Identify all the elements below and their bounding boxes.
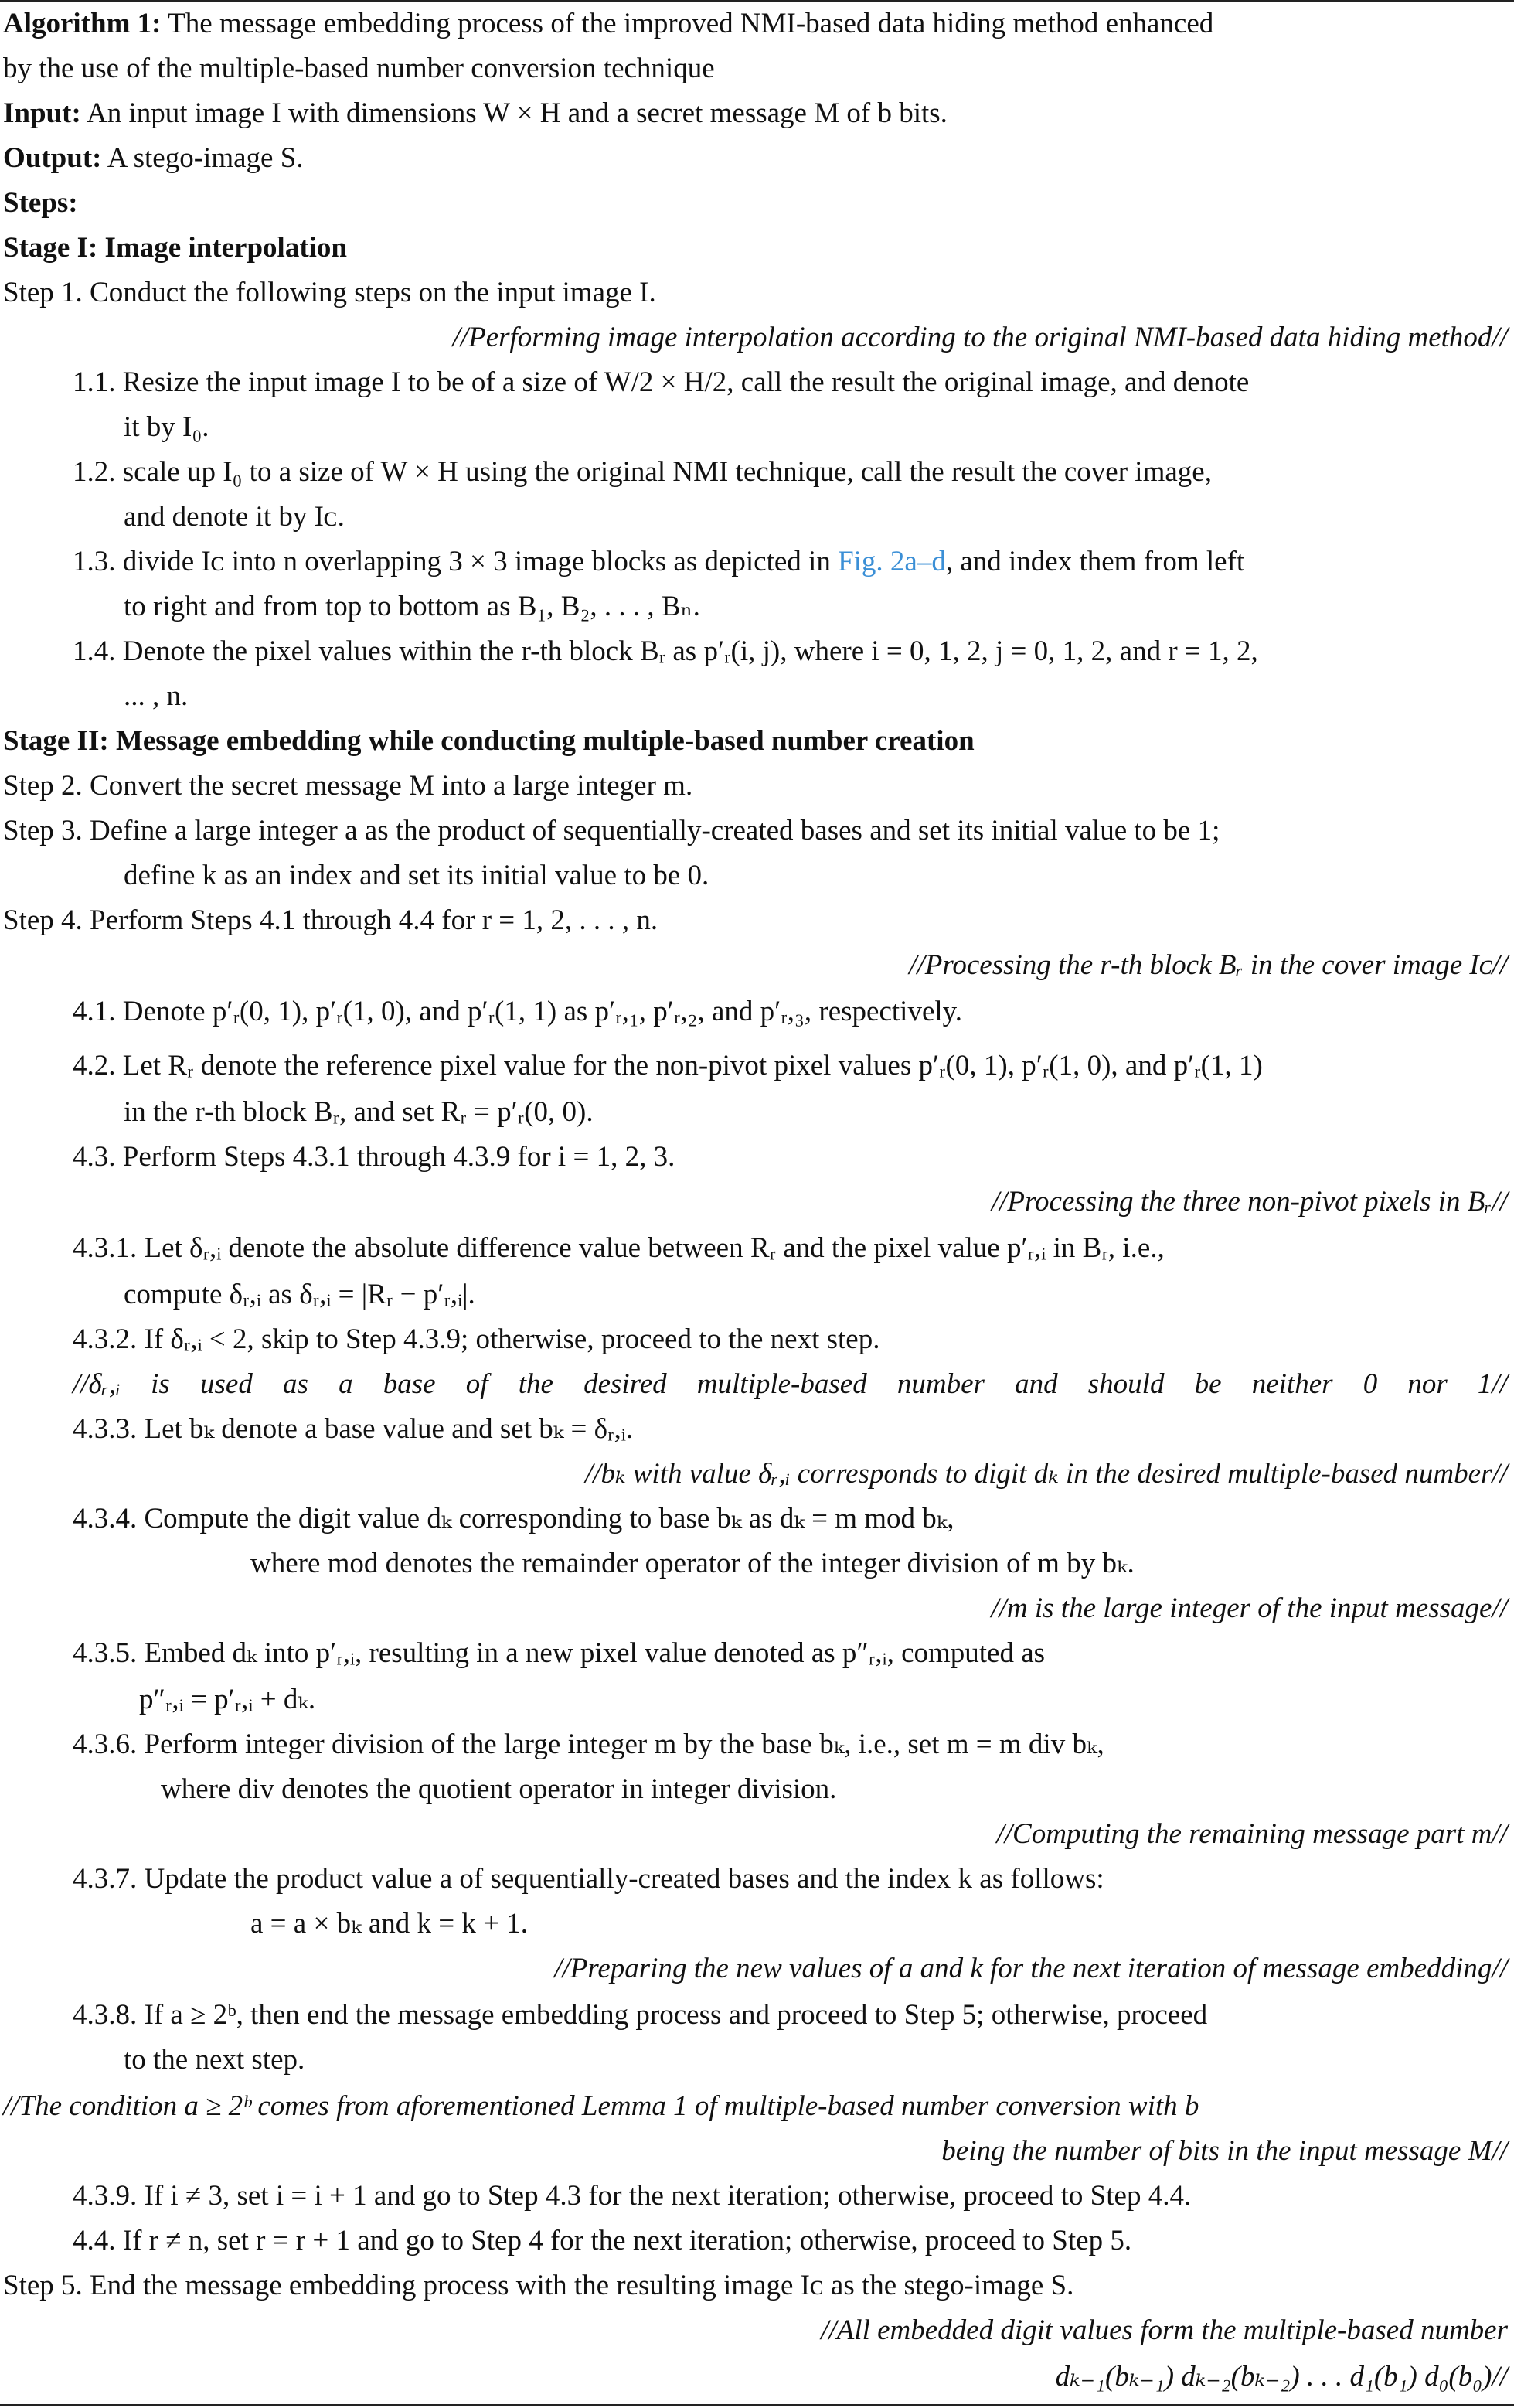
step1-1-line2: it by I₀. [124,411,209,443]
step4-3-1-line2: compute δᵣ,ᵢ as δᵣ,ᵢ = |Rᵣ − p′ᵣ,ᵢ|. [124,1279,475,1310]
step4-3-3: 4.3.3. Let bₖ denote a base value and set bₖ = δᵣ,ᵢ. [73,1413,634,1445]
step4: Step 4. Perform Steps 4.1 through 4.4 for r = 1, 2, . . . , n. [3,904,658,936]
step4-3-4-line2: where mod denotes the remainder operator of the integer division of m by bₖ. [250,1548,1135,1579]
input-text: An input image I with dimensions W × H and a secret message M of b bits. [87,97,948,129]
steps-label: Steps: [3,187,78,219]
step4-4: 4.4. If r ≠ n, set r = r + 1 and go to Step 4 for the next iteration; otherwise, proceed to Step 5. [73,2225,1132,2256]
step4-3-5-line1: 4.3.5. Embed dₖ into p′ᵣ,ᵢ, resulting in a new pixel value denoted as p″ᵣ,ᵢ, computed as [73,1637,1046,1669]
comment-step4-3-7: //Preparing the new values of a and k for the next iteration of message embedding// [554,1953,1508,1984]
step4-3-7-line2: a = a × bₖ and k = k + 1. [250,1908,528,1940]
step1-3-line2: to right and from top to bottom as B₁, B₂, . . . , Bₙ. [124,591,700,622]
step4-3-8-line2: to the next step. [124,2044,305,2076]
algorithm-title: The message embedding process of the improved NMI-based data hiding method enhanced [168,8,1214,39]
stage2-heading: Stage II: Message embedding while conducting multiple-based number creation [3,725,975,757]
step4-3-2: 4.3.2. If δᵣ,ᵢ < 2, skip to Step 4.3.9; otherwise, proceed to the next step. [73,1323,880,1355]
step1-2-line1: 1.2. scale up I₀ to a size of W × H using the original NMI technique, call the result the cover image, [73,456,1212,488]
comment-step4-3-8-line1: //The condition a ≥ 2ᵇ comes from aforementioned Lemma 1 of multiple-based number conversion with b [3,2090,1199,2122]
step4-2-line2: in the r-th block Bᵣ, and set Rᵣ = p′ᵣ(0, 0). [124,1096,594,1128]
output-line [3,139,304,178]
output-text: A stego-image S. [107,142,304,174]
bottom-rule [0,2404,1514,2406]
step4-2-line1: 4.2. Let Rᵣ denote the reference pixel value for the non-pivot pixel values p′ᵣ(0, 1), p′ᵣ(1, 0), and p′ᵣ(1, 1) [73,1050,1263,1081]
step1-2-line2: and denote it by Iᴄ. [124,501,345,533]
step1-4-line2: ... , n. [124,680,189,712]
comment-step4-3-2: //δᵣ,ᵢ is used as a base of the desired multiple-based number and should be neither 0 nor 1// [73,1368,1508,1400]
step1-4-line1: 1.4. Denote the pixel values within the r-th block Bᵣ as p′ᵣ(i, j), where i = 0, 1, 2, j = 0, 1, 2, and r = 1, 2, [73,635,1258,667]
step4-1: 4.1. Denote p′ᵣ(0, 1), p′ᵣ(1, 0), and p′ᵣ(1, 1) as p′ᵣ,₁, p′ᵣ,₂, and p′ᵣ,₃, respectively. [73,996,962,1027]
output-label: Output: [3,142,102,174]
comment-step1: //Performing image interpolation according to the original NMI-based data hiding method// [452,322,1508,353]
comment-step4-3-4: //m is the large integer of the input message// [991,1592,1508,1624]
step5: Step 5. End the message embedding process with the resulting image Iᴄ as the stego-image S. [3,2270,1074,2301]
comment-step4-3-3: //bₖ with value δᵣ,ᵢ corresponds to digit dₖ in the desired multiple-based number// [584,1458,1508,1490]
algorithm-label: Algorithm 1: [3,8,162,39]
step1-3-line1 [73,543,1244,581]
comment-step4-3-6: //Computing the remaining message part m// [996,1818,1508,1850]
step4-3-6-line1: 4.3.6. Perform integer division of the large integer m by the base bₖ, i.e., set m = m div bₖ, [73,1729,1104,1760]
step4-3: 4.3. Perform Steps 4.3.1 through 4.3.9 for i = 1, 2, 3. [73,1141,675,1173]
step4-3-9: 4.3.9. If i ≠ 3, set i = i + 1 and go to Step 4.3 for the next iteration; otherwise, proceed to Step 4.4. [73,2180,1192,2212]
step4-3-6-line2: where div denotes the quotient operator in integer division. [161,1773,837,1805]
input-label: Input: [3,97,81,129]
comment-step5-line2: dₖ₋₁(bₖ₋₁) dₖ₋₂(bₖ₋₂) . . . d₁(b₁) d₀(b₀)// [1055,2361,1508,2393]
stage1-heading: Stage I: Image interpolation [3,232,347,264]
step1: Step 1. Conduct the following steps on the input image I. [3,277,656,308]
step1-3-text: 1.3. divide Iᴄ into n overlapping 3 × 3 image blocks as depicted in [73,546,839,577]
algorithm-title-line2: by the use of the multiple-based number conversion technique [3,53,715,84]
step4-3-8-line1: 4.3.8. If a ≥ 2ᵇ, then end the message embedding process and proceed to Step 5; otherwise, proceed [73,1999,1208,2031]
step4-3-4-line1: 4.3.4. Compute the digit value dₖ corresponding to base bₖ as dₖ = m mod bₖ, [73,1503,954,1534]
input-line [3,94,948,133]
step3-line1: Step 3. Define a large integer a as the product of sequentially-created bases and set its initial value to be 1; [3,815,1220,846]
step4-3-5-line2: p″ᵣ,ᵢ = p′ᵣ,ᵢ + dₖ. [139,1684,316,1715]
comment-step4: //Processing the r-th block Bᵣ in the cover image Iᴄ// [909,949,1508,981]
comment-step5-line1: //All embedded digit values form the multiple-based number [821,2314,1508,2346]
step4-3-1-line1: 4.3.1. Let δᵣ,ᵢ denote the absolute difference value between Rᵣ and the pixel value p′ᵣ,ᵢ in Bᵣ, i.e., [73,1232,1165,1264]
step3-line2: define k as an index and set its initial value to be 0. [124,860,709,891]
comment-step4-3-8-line2: being the number of bits in the input message M// [941,2135,1508,2167]
comment-step4-3: //Processing the three non-pivot pixels in Bᵣ// [991,1186,1508,1218]
algorithm-title-line1 [3,5,1213,43]
step1-1-line1: 1.1. Resize the input image I to be of a size of W/2 × H/2, call the result the original image, and denote [73,366,1250,398]
step1-3-text-end: , and index them from left [945,546,1245,577]
top-rule [0,0,1514,2]
step4-3-7-line1: 4.3.7. Update the product value a of sequentially-created bases and the index k as follows: [73,1863,1104,1895]
figure-link[interactable]: Fig. 2a–d [838,546,946,577]
step2: Step 2. Convert the secret message M into a large integer m. [3,770,693,802]
